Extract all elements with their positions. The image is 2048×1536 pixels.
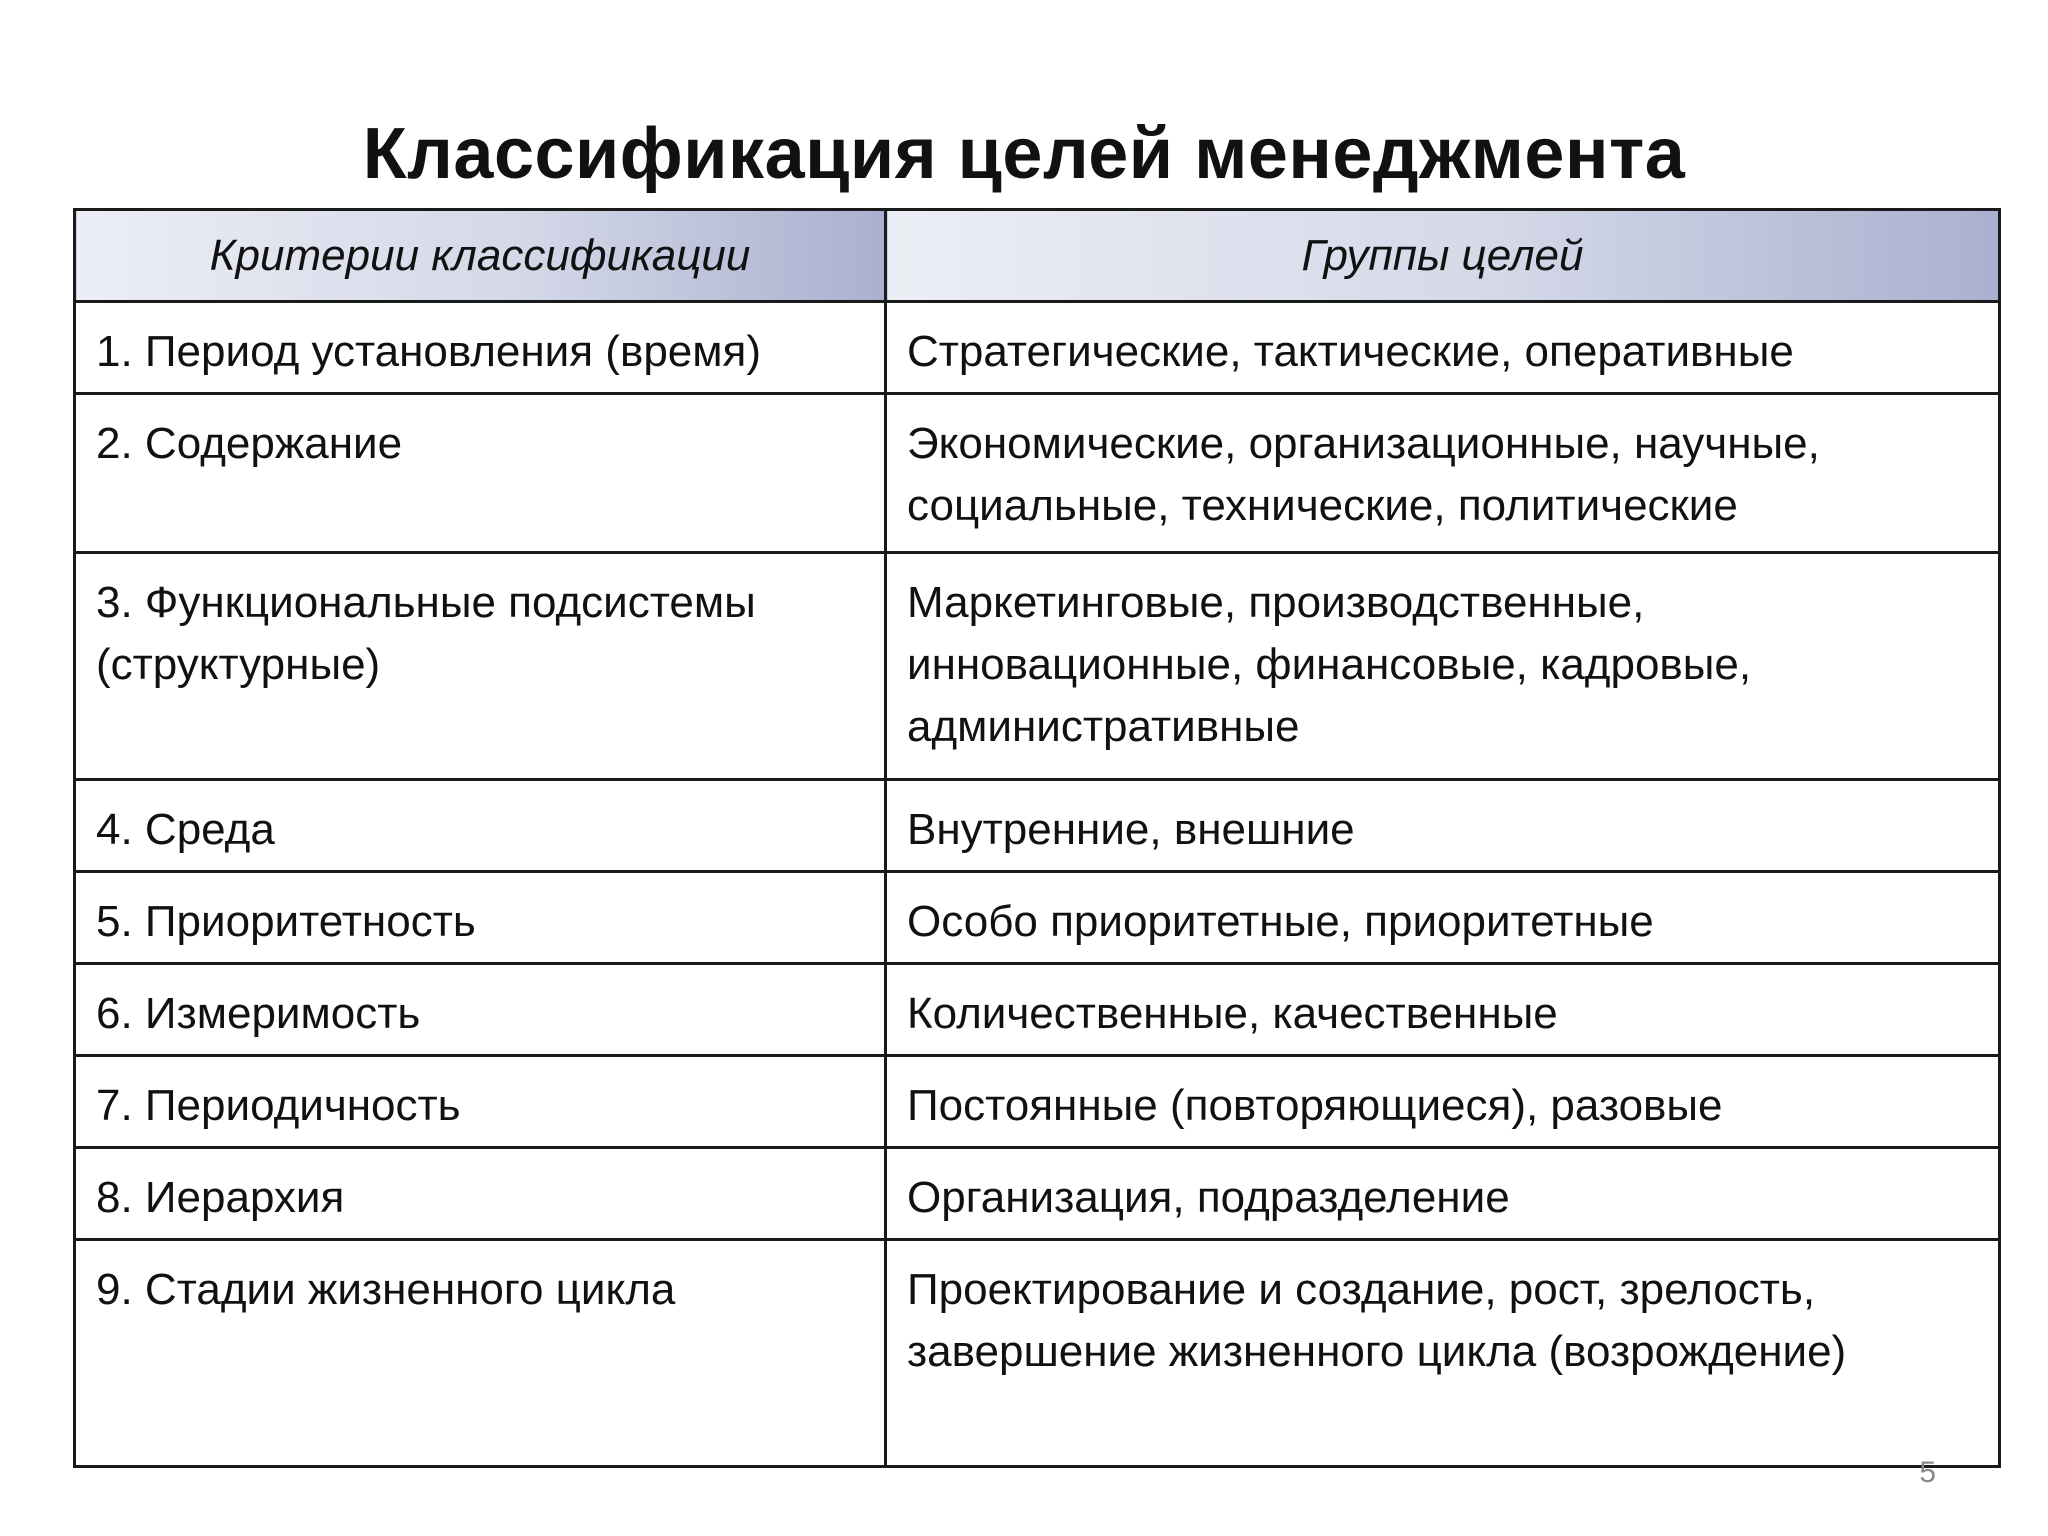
groups-cell: Экономические, организационные, научные, социальные, технические, политические: [886, 394, 2000, 553]
table-row: [75, 394, 2000, 553]
criterion-cell: 7. Периодичность: [75, 1056, 886, 1148]
header-criteria: Критерии классификации: [75, 210, 886, 302]
groups-cell: Особо приоритетные, приоритетные: [886, 872, 2000, 964]
criterion-cell: 9. Стадии жизненного цикла: [75, 1240, 886, 1467]
table-row: [75, 1148, 2000, 1240]
criterion-cell: 8. Иерархия: [75, 1148, 886, 1240]
criterion-cell: 6. Измеримость: [75, 964, 886, 1056]
table-row: [75, 1056, 2000, 1148]
page-number: 5: [1919, 1456, 1936, 1489]
groups-cell: Внутренние, внешние: [886, 780, 2000, 872]
criterion-cell: 2. Содержание: [75, 394, 886, 553]
groups-cell: Количественные, качественные: [886, 964, 2000, 1056]
groups-cell: Организация, подразделение: [886, 1148, 2000, 1240]
table-row: [75, 1240, 2000, 1467]
groups-cell: Проектирование и создание, рост, зрелость, завершение жизненного цикла (возрождение): [886, 1240, 2000, 1467]
table-header-row: [75, 210, 2000, 302]
groups-cell: Маркетинговые, производственные, инновационные, финансовые, кадровые, административные: [886, 553, 2000, 780]
table-row: [75, 302, 2000, 394]
table-row: [75, 553, 2000, 780]
classification-table: [73, 208, 2001, 1468]
header-goal-groups: Группы целей: [886, 210, 2000, 302]
groups-cell: Стратегические, тактические, оперативные: [886, 302, 2000, 394]
groups-cell: Постоянные (повторяющиеся), разовые: [886, 1056, 2000, 1148]
criterion-cell: 5. Приоритетность: [75, 872, 886, 964]
table-row: [75, 780, 2000, 872]
criterion-cell: 4. Среда: [75, 780, 886, 872]
table-row: [75, 872, 2000, 964]
criterion-cell: 1. Период установления (время): [75, 302, 886, 394]
table-row: [75, 964, 2000, 1056]
criterion-cell: 3. Функциональные подсистемы (структурные): [75, 553, 886, 780]
slide-title: Классификация целей менеджмента: [362, 114, 1686, 194]
